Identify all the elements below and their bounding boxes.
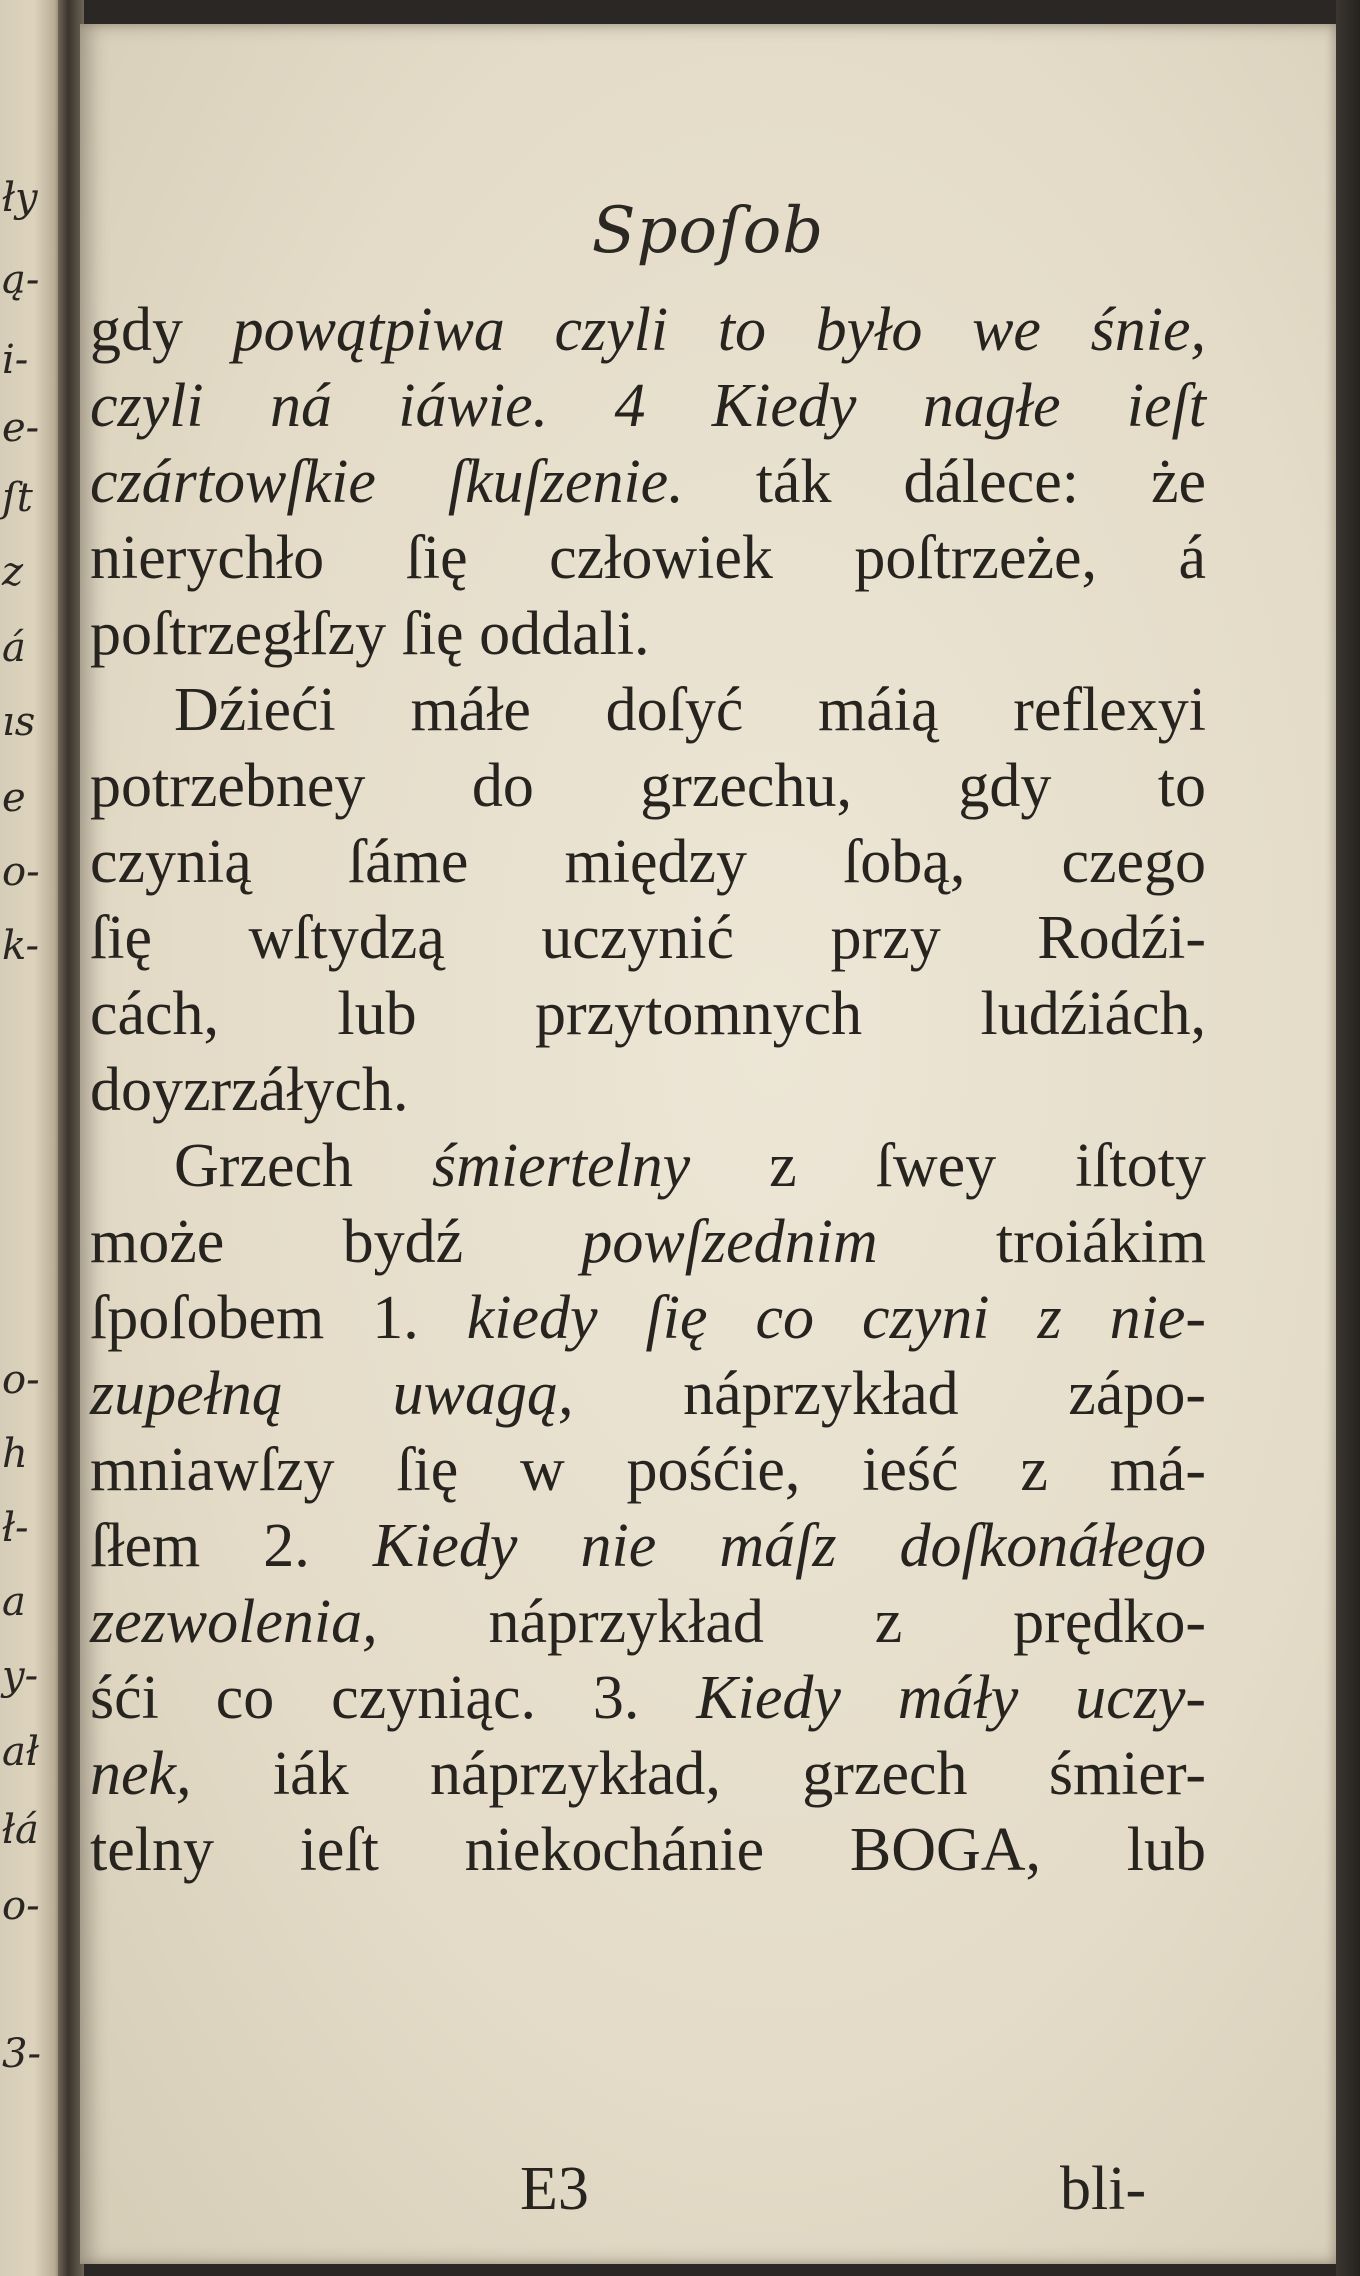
signature-mark: E3 <box>520 2155 589 2223</box>
page <box>80 24 1336 2264</box>
left-fragment: o- <box>2 1357 40 1403</box>
text-line <box>90 1128 1206 1204</box>
text-line <box>90 1508 1206 1584</box>
left-fragment: ły <box>2 175 38 221</box>
text-line <box>90 520 1206 596</box>
roman-run: może bydź <box>90 1208 582 1276</box>
italic-run: powſzednim <box>581 1208 878 1276</box>
left-fragment: ał <box>2 1729 39 1775</box>
roman-run: nierychło ſię człowiek poſtrzeże, á <box>90 524 1206 592</box>
text-line <box>90 596 1206 672</box>
roman-run: poſtrzegłſzy ſię oddali. <box>90 600 650 668</box>
roman-run: ſię wſtydzą uczynić przy Rodźi- <box>90 904 1206 972</box>
running-head: Spoſob <box>591 194 825 268</box>
text-line <box>90 1280 1206 1356</box>
roman-run: mniawſzy ſię w pośćie, ieść z má- <box>90 1436 1206 1504</box>
roman-run: troiákim <box>877 1208 1206 1276</box>
text-line <box>90 900 1206 976</box>
text-line <box>90 824 1206 900</box>
text-line <box>90 672 1206 748</box>
roman-run: ſłem 2. <box>90 1512 373 1580</box>
left-fragment: e- <box>2 405 40 451</box>
text-line <box>90 1052 1206 1128</box>
right-page-edge <box>1336 0 1360 2276</box>
left-fragment: e <box>2 775 26 821</box>
italic-run: Kiedy máły uczy- <box>696 1664 1206 1732</box>
roman-run: telny ieſt niekochánie BOGA, lub <box>90 1816 1206 1884</box>
roman-run: Dźieći máłe doſyć máią reflexyi <box>174 676 1206 744</box>
italic-run: zezwolenia, <box>90 1588 378 1656</box>
text-line <box>90 1660 1206 1736</box>
text-line <box>90 1736 1206 1812</box>
roman-run: ſpoſobem 1. <box>90 1284 467 1352</box>
roman-run: z ſwey iſtoty <box>690 1132 1206 1200</box>
roman-run: Grzech <box>174 1132 432 1200</box>
roman-run: doyzrzáłych. <box>90 1056 409 1124</box>
italic-run: powątpiwa czyli to było we śnie, <box>232 296 1206 364</box>
catchword: bli- <box>1060 2155 1147 2223</box>
roman-run: potrzebney do grzechu, gdy to <box>90 752 1206 820</box>
left-fragment: k- <box>2 923 40 969</box>
roman-run: cách, lub przytomnych ludźiách, <box>90 980 1206 1048</box>
text-line <box>90 976 1206 1052</box>
text-line <box>90 1812 1206 1888</box>
text-line <box>90 1204 1206 1280</box>
roman-run: iák náprzykład, grzech śmier- <box>191 1740 1206 1808</box>
roman-run: czynią ſáme między ſobą, czego <box>90 828 1206 896</box>
left-fragment: á <box>2 625 26 671</box>
left-fragment: o- <box>2 849 40 895</box>
left-fragment: ł- <box>2 1505 29 1551</box>
italic-run: nek, <box>90 1740 192 1808</box>
left-fragment: łá <box>2 1807 39 1853</box>
left-fragment: a <box>2 1579 26 1625</box>
left-fragment: ıs <box>2 699 36 745</box>
text-line <box>90 1432 1206 1508</box>
page-footer <box>80 2154 1336 2234</box>
roman-run: gdy <box>90 296 233 364</box>
left-fragment: o- <box>2 1883 40 1929</box>
text-line <box>90 368 1206 444</box>
italic-run: kiedy ſię co czyni z nie- <box>466 1284 1206 1352</box>
text-line <box>90 1356 1206 1432</box>
roman-run: náprzykład zápo- <box>573 1360 1206 1428</box>
text-line <box>90 748 1206 824</box>
left-fragment: ſt <box>2 475 33 521</box>
page-body-text <box>90 292 1206 1888</box>
roman-run: náprzykład z prędko- <box>377 1588 1206 1656</box>
text-line <box>90 444 1206 520</box>
left-fragment: 3- <box>2 2031 41 2077</box>
italic-run: czyli ná iáwie. 4 Kiedy nagłe ieſt <box>90 372 1206 440</box>
left-fragment: y- <box>2 1653 39 1699</box>
left-fragment: ą- <box>2 257 40 303</box>
text-line <box>90 292 1206 368</box>
italic-run: Kiedy nie máſz doſkonáłego <box>372 1512 1206 1580</box>
roman-run: śći co czyniąc. 3. <box>90 1664 697 1732</box>
left-fragment: h <box>2 1431 28 1477</box>
italic-run: czártowſkie ſkuſzenie. <box>90 448 684 516</box>
italic-run: śmiertelny <box>431 1132 691 1200</box>
roman-run: ták dálece: że <box>683 448 1206 516</box>
left-fragment: z <box>2 549 24 595</box>
previous-page-edge <box>0 0 62 2276</box>
text-line <box>90 1584 1206 1660</box>
italic-run: zupełną uwagą, <box>90 1360 574 1428</box>
left-fragment: i- <box>2 337 29 383</box>
